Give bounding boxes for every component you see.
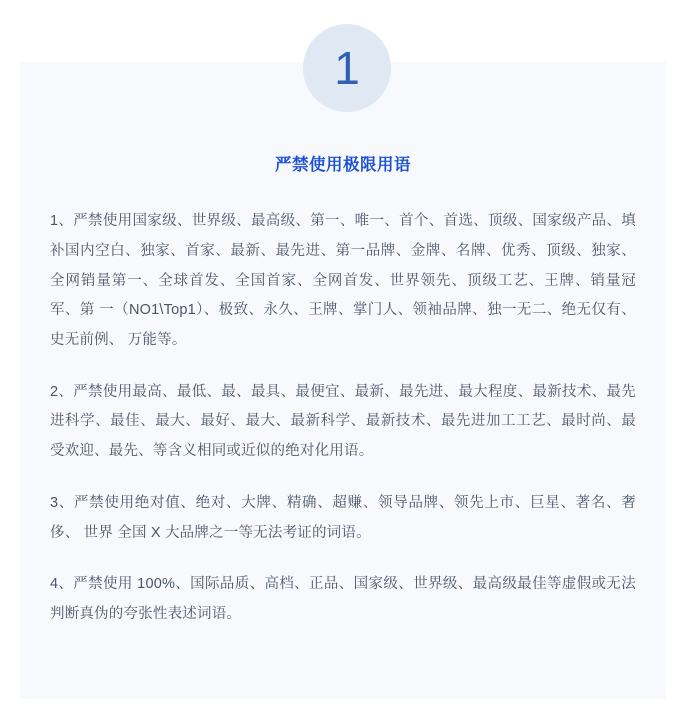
rule-paragraph-2: 2、严禁使用最高、最低、最、最具、最便宜、最新、最先进、最大程度、最新技术、最先进科学、最佳、最大、最好、最大、最新科学、最新技术、最先进加工工艺、最时尚、最受欢迎、最先、等含义相同或近似的绝对化用语。	[50, 383, 636, 460]
card-content	[20, 62, 666, 699]
page-title: 严禁使用极限用语	[275, 156, 411, 174]
section-number-label: 1	[334, 42, 360, 94]
section-number-badge	[303, 24, 391, 112]
rule-paragraph-4: 4、严禁使用 100%、国际品质、高档、正品、国家级、世界级、最高级最佳等虚假或无法判断真伪的夸张性表述词语。	[50, 576, 636, 622]
content-card	[20, 62, 666, 699]
rule-paragraph-3: 3、严禁使用绝对值、绝对、大牌、精确、超赚、领导品牌、领先上市、巨星、著名、奢侈、 世界 全国 X 大品牌之一等无法考证的词语。	[50, 494, 636, 541]
rule-paragraph-1: 1、严禁使用国家级、世界级、最高级、第一、唯一、首个、首选、顶级、国家级产品、填补国内空白、独家、首家、最新、最先进、第一品牌、金牌、名牌、优秀、顶级、独家、全网销量第一、全球首发、全国首家、全网首发、世界领先、顶级工艺、王牌、销量冠军、第 一（NO1\Top1）、极致、永久、王牌、掌门人、领袖品牌、独一无二、绝无仅有、史无前例、 万能等。	[50, 213, 636, 348]
